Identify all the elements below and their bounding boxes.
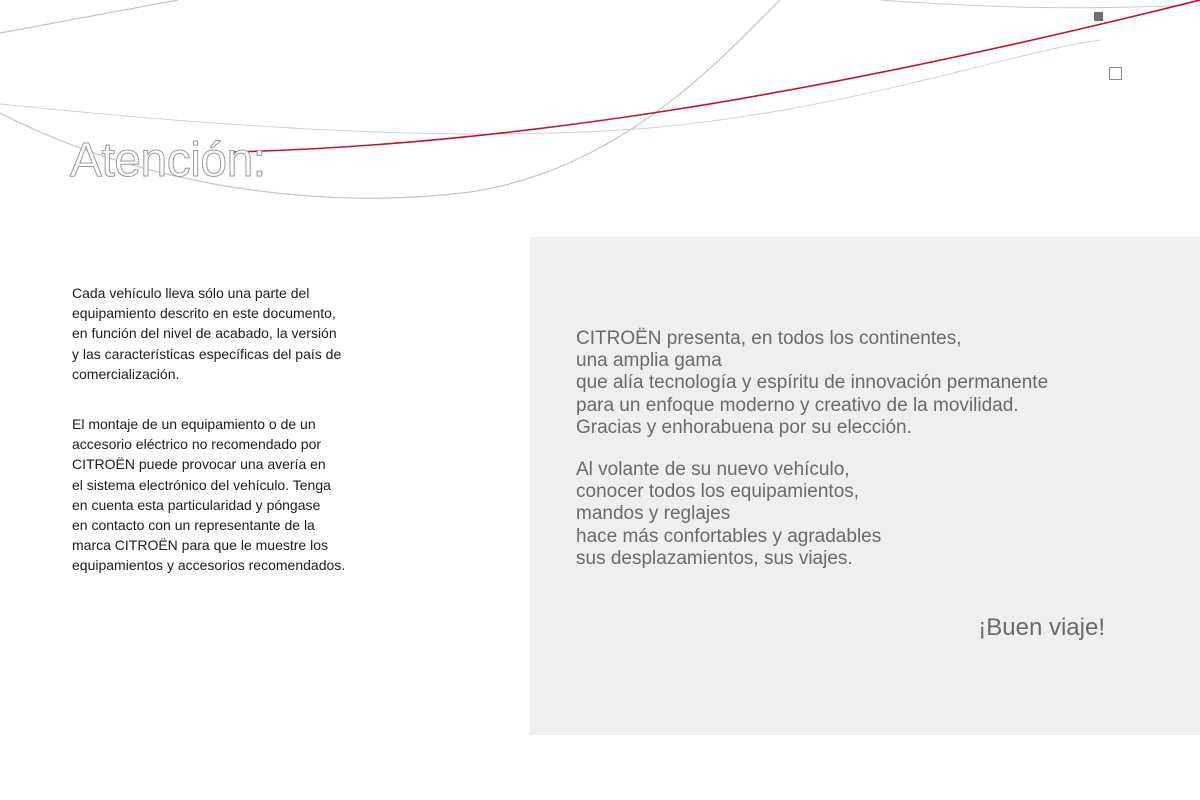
welcome-panel [530, 237, 1200, 735]
welcome-text [576, 328, 1156, 570]
swoosh-line-top-right [880, 0, 1190, 8]
filled-square-icon [1094, 12, 1103, 21]
welcome-paragraph-2: Al volante de su nuevo vehículo, conocer todos los equipamientos, mandos y reglajes hace más confortables y agradables sus desplazamientos, sus viajes. [576, 459, 882, 569]
swoosh-line-top-left [0, 0, 178, 33]
swoosh-line-flat [0, 40, 1100, 134]
outline-square-icon[interactable] [1109, 67, 1122, 80]
page-title: Atención: [70, 134, 266, 187]
accent-red-line [232, 0, 1200, 152]
intro-text-column [72, 283, 392, 576]
closing-greeting: ¡Buen viaje! [978, 614, 1105, 641]
welcome-paragraph-1: CITROËN presenta, en todos los continentes, una amplia gama que alía tecnología y espíritu de innovación permanente para un enfoque moderno y creativo de la movilidad. Gracias y enhorabuena por su elección. [576, 328, 1049, 438]
intro-paragraph-1: Cada vehículo lleva sólo una parte del equipamiento descrito en este documento, en función del nivel de acabado, la versión y las características específicas del país de comercialización. [72, 285, 342, 382]
intro-paragraph-2: El montaje de un equipamiento o de un accesorio eléctrico no recomendado por CITROËN puede provocar una avería en el sistema electrónico del vehículo. Tenga en cuenta esta particularidad y póngase en contacto con un representante de la marca CITROËN para que le muestre los equipamientos y accesorios recomendados. [72, 416, 346, 574]
